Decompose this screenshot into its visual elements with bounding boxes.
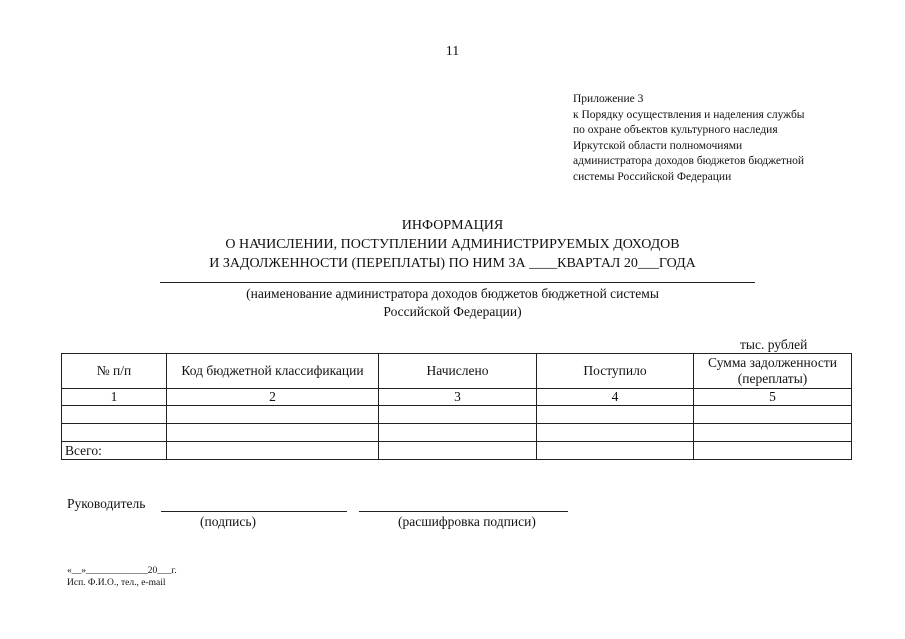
total-row — [62, 442, 852, 460]
appendix-line: администратора доходов бюджетов бюджетной — [573, 155, 805, 168]
title-line: ИНФОРМАЦИЯ — [401, 218, 504, 233]
column-number: 2 — [167, 389, 379, 406]
table-cell — [694, 442, 852, 460]
document-title — [0, 216, 905, 273]
table-header-row — [62, 354, 852, 389]
signature-label: Руководитель — [67, 496, 146, 511]
caption-line: Российской Федерации) — [383, 303, 522, 319]
table-cell — [537, 442, 694, 460]
total-label: Всего: — [62, 442, 167, 460]
table-cell — [537, 424, 694, 442]
units-label: тыс. рублей — [740, 337, 808, 352]
table-cell — [379, 442, 537, 460]
table-cell — [62, 424, 167, 442]
table-cell — [537, 406, 694, 424]
administrator-name-line — [160, 282, 755, 283]
appendix-line: по охране объектов культурного наследия — [573, 124, 778, 137]
table-cell — [694, 406, 852, 424]
date-line: «__»_____________20___г. — [67, 566, 177, 576]
executor-info: Исп. Ф.И.О., тел., e-mail — [67, 578, 166, 588]
appendix-line: системы Российской Федерации — [573, 170, 732, 183]
table-cell — [694, 424, 852, 442]
column-number: 3 — [379, 389, 537, 406]
signature-transcript-line — [359, 511, 568, 512]
page-number: 11 — [445, 44, 460, 59]
administrator-caption — [0, 285, 905, 320]
column-number: 5 — [694, 389, 852, 406]
table-cell — [167, 442, 379, 460]
header-cell-accrued: Начислено — [379, 354, 537, 389]
header-cell-number: № п/п — [62, 354, 167, 389]
table-cell — [379, 406, 537, 424]
table-cell — [167, 406, 379, 424]
signature-caption: (подпись) — [200, 514, 257, 529]
header-cell-debt: Сумма задолженности (переплаты) — [694, 354, 852, 389]
appendix-line: к Порядку осуществления и наделения службы — [573, 108, 805, 121]
report-table — [61, 353, 852, 460]
table-row — [62, 424, 852, 442]
header-cell-received: Поступило — [537, 354, 694, 389]
table-row — [62, 406, 852, 424]
header-cell-code: Код бюджетной классификации — [167, 354, 379, 389]
column-number: 4 — [537, 389, 694, 406]
appendix-note — [573, 92, 805, 186]
signature-line — [161, 511, 347, 512]
table-cell — [62, 406, 167, 424]
appendix-line: Приложение 3 — [573, 93, 644, 105]
column-number-row — [62, 389, 852, 406]
table-cell — [167, 424, 379, 442]
title-line: И ЗАДОЛЖЕННОСТИ (ПЕРЕПЛАТЫ) ПО НИМ ЗА ____КВАРТАЛ 20___ГОДА — [209, 256, 696, 271]
title-line: О НАЧИСЛЕНИИ, ПОСТУПЛЕНИИ АДМИНИСТРИРУЕМЫХ ДОХОДОВ — [225, 237, 680, 252]
table-cell — [379, 424, 537, 442]
transcript-caption: (расшифровка подписи) — [398, 514, 536, 529]
caption-line: (наименование администратора доходов бюджетов бюджетной системы — [246, 286, 659, 301]
column-number: 1 — [62, 389, 167, 406]
appendix-line: Иркутской области полномочиями — [573, 139, 743, 152]
